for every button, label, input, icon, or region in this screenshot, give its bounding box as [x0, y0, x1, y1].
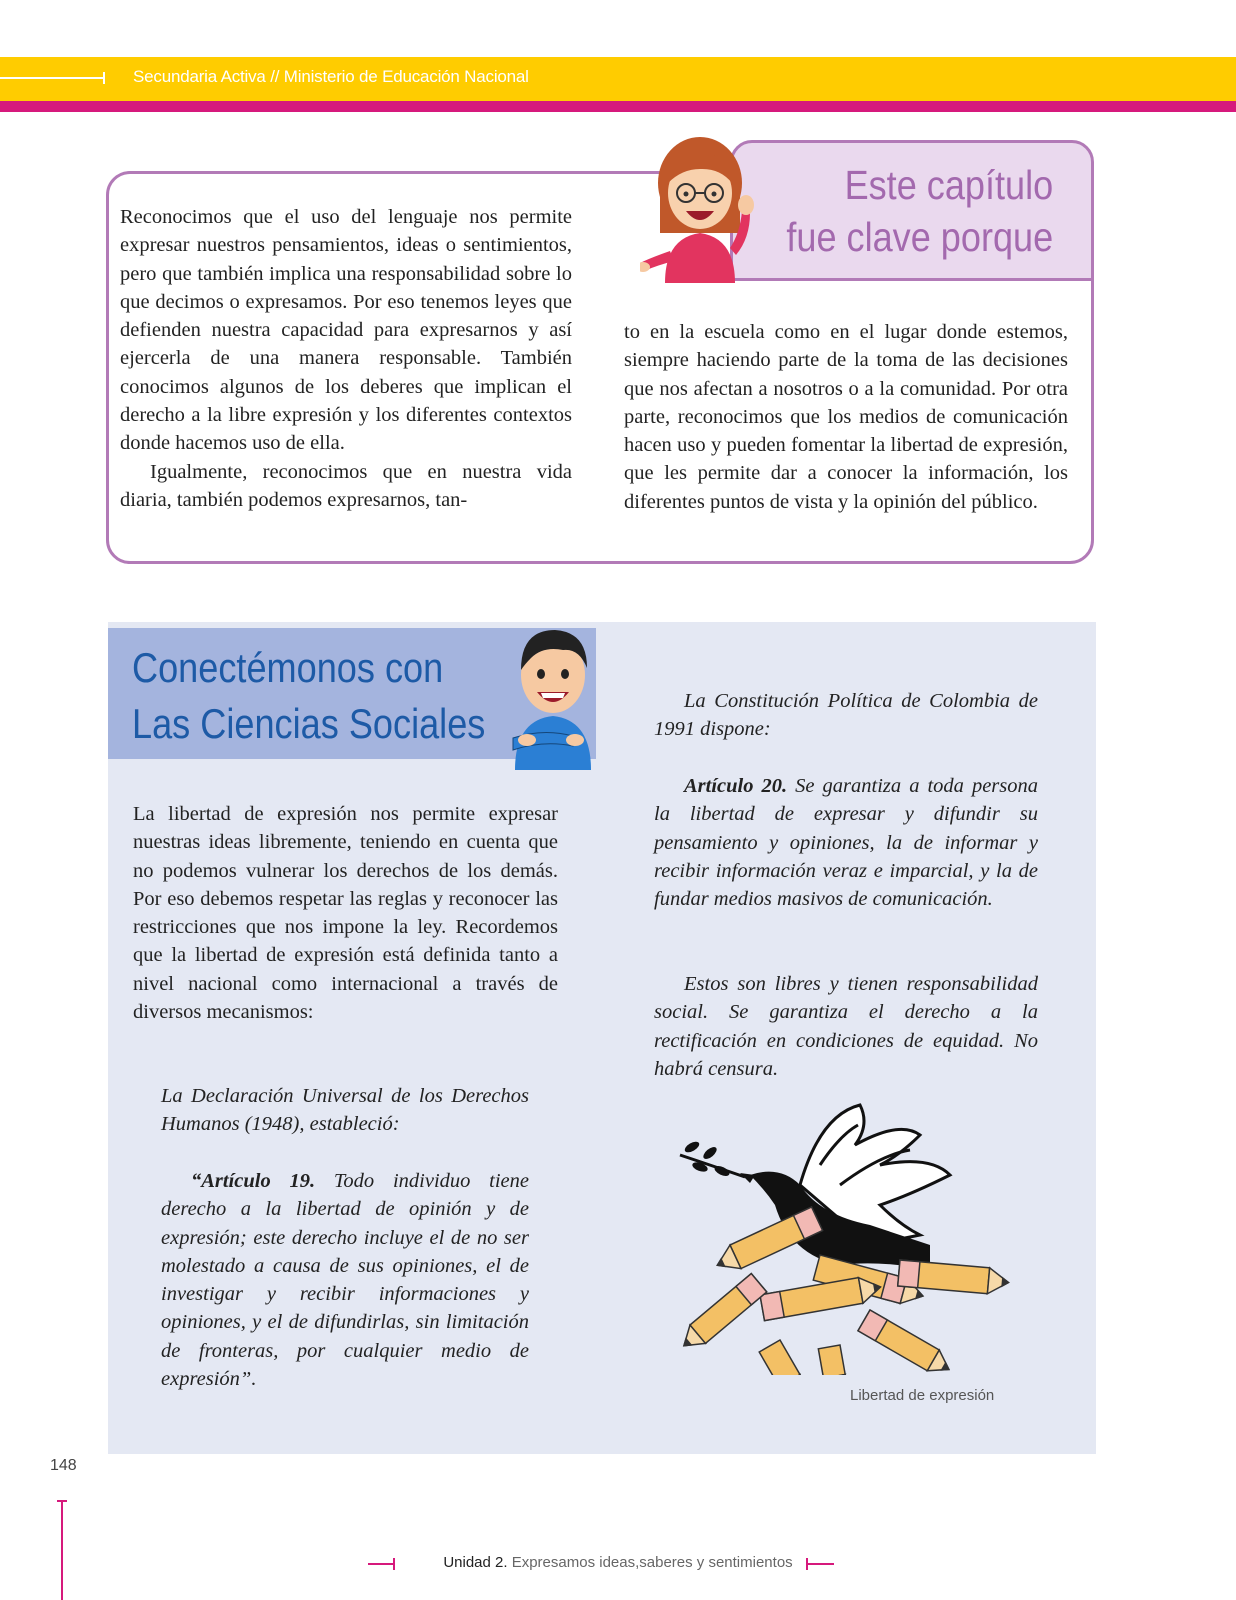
chapter-summary-tab — [730, 140, 1094, 281]
illustration-caption: Libertad de expresión — [850, 1387, 995, 1404]
side-rule — [61, 1500, 63, 1600]
header-stripe — [0, 101, 1236, 112]
summary-column-left: Reconocimos que el uso del lenguaje nos permite expresar nuestros pensamientos, ideas o sentimientos, pero que también implica una responsabilidad sobre lo que decimos o expresamos. Por eso tenemos leyes que defienden nuestra capacidad para expresarnos y así ejercerla de una manera responsable. También conocimos algunos de los deberes que implican el derecho a la libre expresión y los diferentes contextos donde hacemos uso de ella. Igualmente, reconocimos que en nuestra vida diaria, también podemos expresarnos, tan- — [120, 206, 572, 511]
boy-illustration-icon — [503, 620, 603, 770]
social-sciences-intro: La libertad de expresión nos permite expresar nuestras ideas libremente, teniendo en cuenta que no podemos vulnerar los derechos de los demás. Por eso debemos respetar las reglas y reconocer las restricciones que nos impone la ley. Recordemos que la libertad de expresión está definida tanto a nivel nacional como internacional a través de diversos mecanismos: — [133, 803, 558, 1024]
footer-rule-right — [806, 1563, 834, 1565]
dove-pencils-illustration-icon — [670, 1095, 1030, 1375]
summary-column-right: to en la escuela como en el lugar donde estemos, siempre haciendo parte de la toma de las decisiones que nos afectan a nosotros o a la comunidad. Por otra parte, reconocimos que los medios de comunicación hacen uso y pueden fomentar la libertad de expresión, que les permite dar a conocer la información, los diferentes puntos de vista y la opinión del público. — [624, 321, 1068, 513]
article-20-label: Artículo 20. — [684, 775, 788, 797]
article-19-text: “Artículo 19. Todo individuo tiene derecho a la libertad de opinión y de expresión; este derecho incluye el de no ser molestado a causa de sus opiniones, el de investigar y recibir informaciones y opiniones, y el de difundirlas, sin limitación de fronteras, por cualquier medio de expresión”. — [161, 1170, 529, 1391]
declaracion-text: La Declaración Universal de los Derechos Humanos (1948), estableció: — [161, 1085, 529, 1136]
header-rule-tick — [103, 72, 105, 84]
article-20-text: Artículo 20. Se garantiza a toda persona la libertad de expresar y difundir su pensamiento y opiniones, la de informar y recibir información veraz e imparcial, y la de fundar medios masivos de comunicación. — [654, 775, 1038, 911]
article-19-label: “Artículo 19. — [191, 1170, 316, 1192]
page-number: 148 — [50, 1457, 77, 1474]
footer-unit-label: Unidad 2. — [443, 1554, 508, 1571]
chapter-summary-title: Este capítulo fue clave porque — [786, 162, 1053, 260]
header-rule — [0, 77, 105, 79]
footer-unit-title — [0, 1554, 1236, 1571]
header-title: Secundaria Activa // Ministerio de Educación Nacional — [133, 67, 529, 86]
connect-social-sciences-title: Conectémonos con Las Ciencias Sociales — [132, 644, 486, 747]
girl-illustration-icon — [640, 133, 760, 283]
constitucion-text: La Constitución Política de Colombia de 1991 dispone: — [654, 690, 1038, 741]
estos-text: Estos son libres y tienen responsabilidad social. Se garantiza el derecho a la rectificación en condiciones de equidad. No habrá censura. — [654, 973, 1038, 1080]
footer-unit-name: Expresamos ideas,saberes y sentimientos — [507, 1554, 793, 1571]
